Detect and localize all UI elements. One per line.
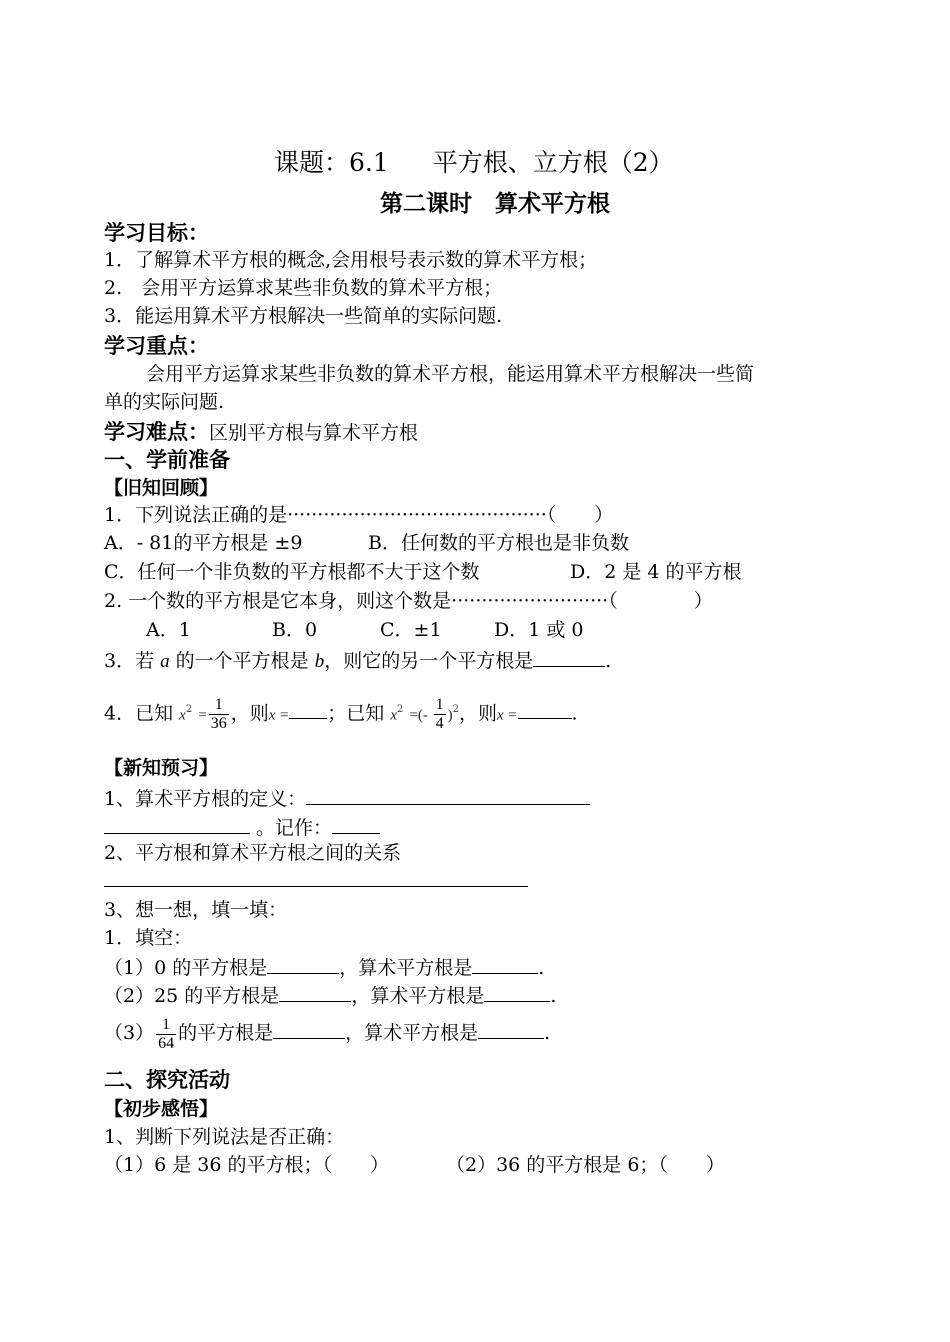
preview-q2: 2、平方根和算术平方根之间的关系 [104, 842, 402, 864]
judge-row [104, 1152, 725, 1178]
q4-fraction-1 [209, 696, 229, 733]
q2-option-b: B．0 [272, 619, 318, 641]
q4-end: . [571, 702, 578, 725]
q4-exponent: 2 [185, 704, 193, 715]
fraction-denominator: 4 [435, 714, 444, 732]
q4-x-equals: x = [497, 707, 518, 724]
preview-q1-text: 1、算术平方根的定义： [104, 788, 307, 810]
q4-text: ，则 [458, 702, 497, 725]
q2-option-d: D．1 或 0 [494, 619, 584, 641]
fill-blank[interactable] [273, 1018, 345, 1039]
preview-q1 [104, 784, 590, 812]
focus-text-line2: 单的实际问题. [104, 391, 225, 413]
q2-option-c: C．±1 [380, 619, 442, 641]
q3-text: 3．若 [104, 650, 161, 672]
q2-stem: 2. 一个数的平方根是它本身，则这个数是··························（ ） [104, 590, 713, 612]
q4-var-x: x [390, 707, 397, 724]
q4-exponent: 2 [396, 704, 404, 715]
q4-answer-blank-2[interactable] [518, 698, 572, 719]
q4-close-paren: ) [447, 707, 453, 724]
page-subtitle: 第二课时 算术平方根 [380, 190, 610, 217]
q4 [104, 692, 578, 733]
q3-var-b: b [314, 651, 325, 672]
q3-text: ，则它的另一个平方根是 [324, 650, 534, 672]
fill-heading: 1．填空： [104, 927, 193, 949]
fraction-denominator: 36 [210, 714, 227, 732]
fill-end: . [550, 985, 557, 1007]
q3-var-a: a [160, 651, 170, 672]
q3 [104, 646, 611, 675]
judge-heading: 1、判断下列说法是否正确： [104, 1126, 345, 1148]
notation-blank[interactable] [332, 813, 380, 834]
fraction-numerator: 1 [162, 1015, 171, 1033]
page-title [274, 146, 674, 180]
q1-option-d: D．2 是 4 的平方根 [570, 561, 742, 583]
q4-var-x: x [179, 707, 186, 724]
fill-blank[interactable] [267, 953, 339, 974]
fill-end: . [538, 957, 545, 979]
q4-x-equals: x = [268, 707, 290, 724]
part2-heading: 二、探究活动 [104, 1068, 230, 1092]
title-name: 平方根、立方根（2） [432, 148, 674, 177]
focus-heading: 学习重点： [104, 334, 209, 358]
preview-q1-cont [104, 813, 380, 841]
q2-options [146, 617, 584, 643]
fill-fraction [156, 1016, 176, 1053]
preview-heading: 【新知预习】 [104, 757, 219, 779]
fill-blank[interactable] [279, 981, 351, 1002]
q1-option-b: B．任何数的平方根也是非负数 [368, 532, 629, 554]
fraction-denominator: 64 [158, 1034, 175, 1052]
q4-equals-neg: =(- [409, 707, 432, 724]
q3-text: 的一个平方根是 [169, 650, 315, 672]
q1-option-c: C．任何一个非负数的平方根都不大于这个数 [104, 561, 480, 583]
q2-option-a: A．1 [146, 619, 191, 641]
q1-options-row1 [104, 530, 629, 556]
q1-option-a: A．- 81的平方根是 ±9 [104, 532, 303, 554]
judge-item-1: （1）6 是 36 的平方根；（ ） [104, 1154, 389, 1176]
fill-end: . [544, 1022, 551, 1044]
q4-text: ；已知 [327, 702, 385, 725]
part2-subheading: 【初步感悟】 [104, 1098, 219, 1120]
q4-equals: = [198, 707, 207, 724]
preview-q3: 3、想一想，填一填： [104, 899, 288, 921]
fill-text: （2）25 的平方根是 [104, 985, 280, 1007]
definition-blank-cont[interactable] [104, 813, 250, 834]
goal-item: 3．能运用算术平方根解决一些简单的实际问题. [104, 305, 503, 327]
definition-blank[interactable] [306, 784, 590, 805]
q4-text: 4．已知 [104, 702, 174, 725]
q1-stem: 1．下列说法正确的是···········································（ ） [104, 504, 614, 526]
fill-text: 的平方根是 [178, 1022, 274, 1044]
q3-end: . [605, 650, 612, 672]
fill-blank[interactable] [472, 953, 538, 974]
fill-item-3 [104, 1013, 550, 1053]
difficulty-text: 区别平方根与算术平方根 [209, 422, 419, 444]
q4-text: ，则 [230, 702, 269, 725]
relation-line [104, 866, 528, 894]
q1-options-row2 [104, 559, 742, 585]
fill-item-2 [104, 981, 556, 1009]
review-heading: 【旧知回顾】 [104, 477, 219, 499]
fill-text: ，算术平方根是 [345, 1022, 479, 1044]
title-prefix: 课题：6.1 [274, 148, 389, 177]
fraction-numerator: 1 [214, 695, 223, 713]
fill-text: ，算术平方根是 [351, 985, 485, 1007]
fill-item-1 [104, 953, 544, 981]
goal-item: 1．了解算术平方根的概念,会用根号表示数的算术平方根； [104, 249, 598, 271]
fraction-numerator: 1 [435, 695, 444, 713]
part1-heading: 一、学前准备 [104, 448, 230, 472]
relation-blank[interactable] [104, 866, 528, 887]
fill-text: （3） [104, 1022, 155, 1044]
fill-blank[interactable] [478, 1018, 544, 1039]
goals-heading: 学习目标： [104, 221, 209, 245]
difficulty-row [104, 418, 418, 446]
focus-text-line1: 会用平方运算求某些非负数的算术平方根，能运用算术平方根解决一些简 [146, 363, 755, 385]
q4-answer-blank-1[interactable] [289, 698, 327, 719]
fill-blank[interactable] [484, 981, 550, 1002]
notation-label: 。记作： [256, 817, 333, 839]
q4-fraction-2 [434, 696, 446, 733]
judge-item-2: （2）36 的平方根是 6；（ ） [446, 1154, 725, 1176]
fill-text: （1）0 的平方根是 [104, 957, 268, 979]
fill-text: ，算术平方根是 [339, 957, 473, 979]
goal-item: 2. 会用平方运算求某些非负数的算术平方根； [104, 277, 503, 299]
q3-answer-blank[interactable] [533, 646, 605, 667]
q4-exponent: 2 [452, 704, 459, 715]
difficulty-heading: 学习难点： [104, 420, 209, 444]
